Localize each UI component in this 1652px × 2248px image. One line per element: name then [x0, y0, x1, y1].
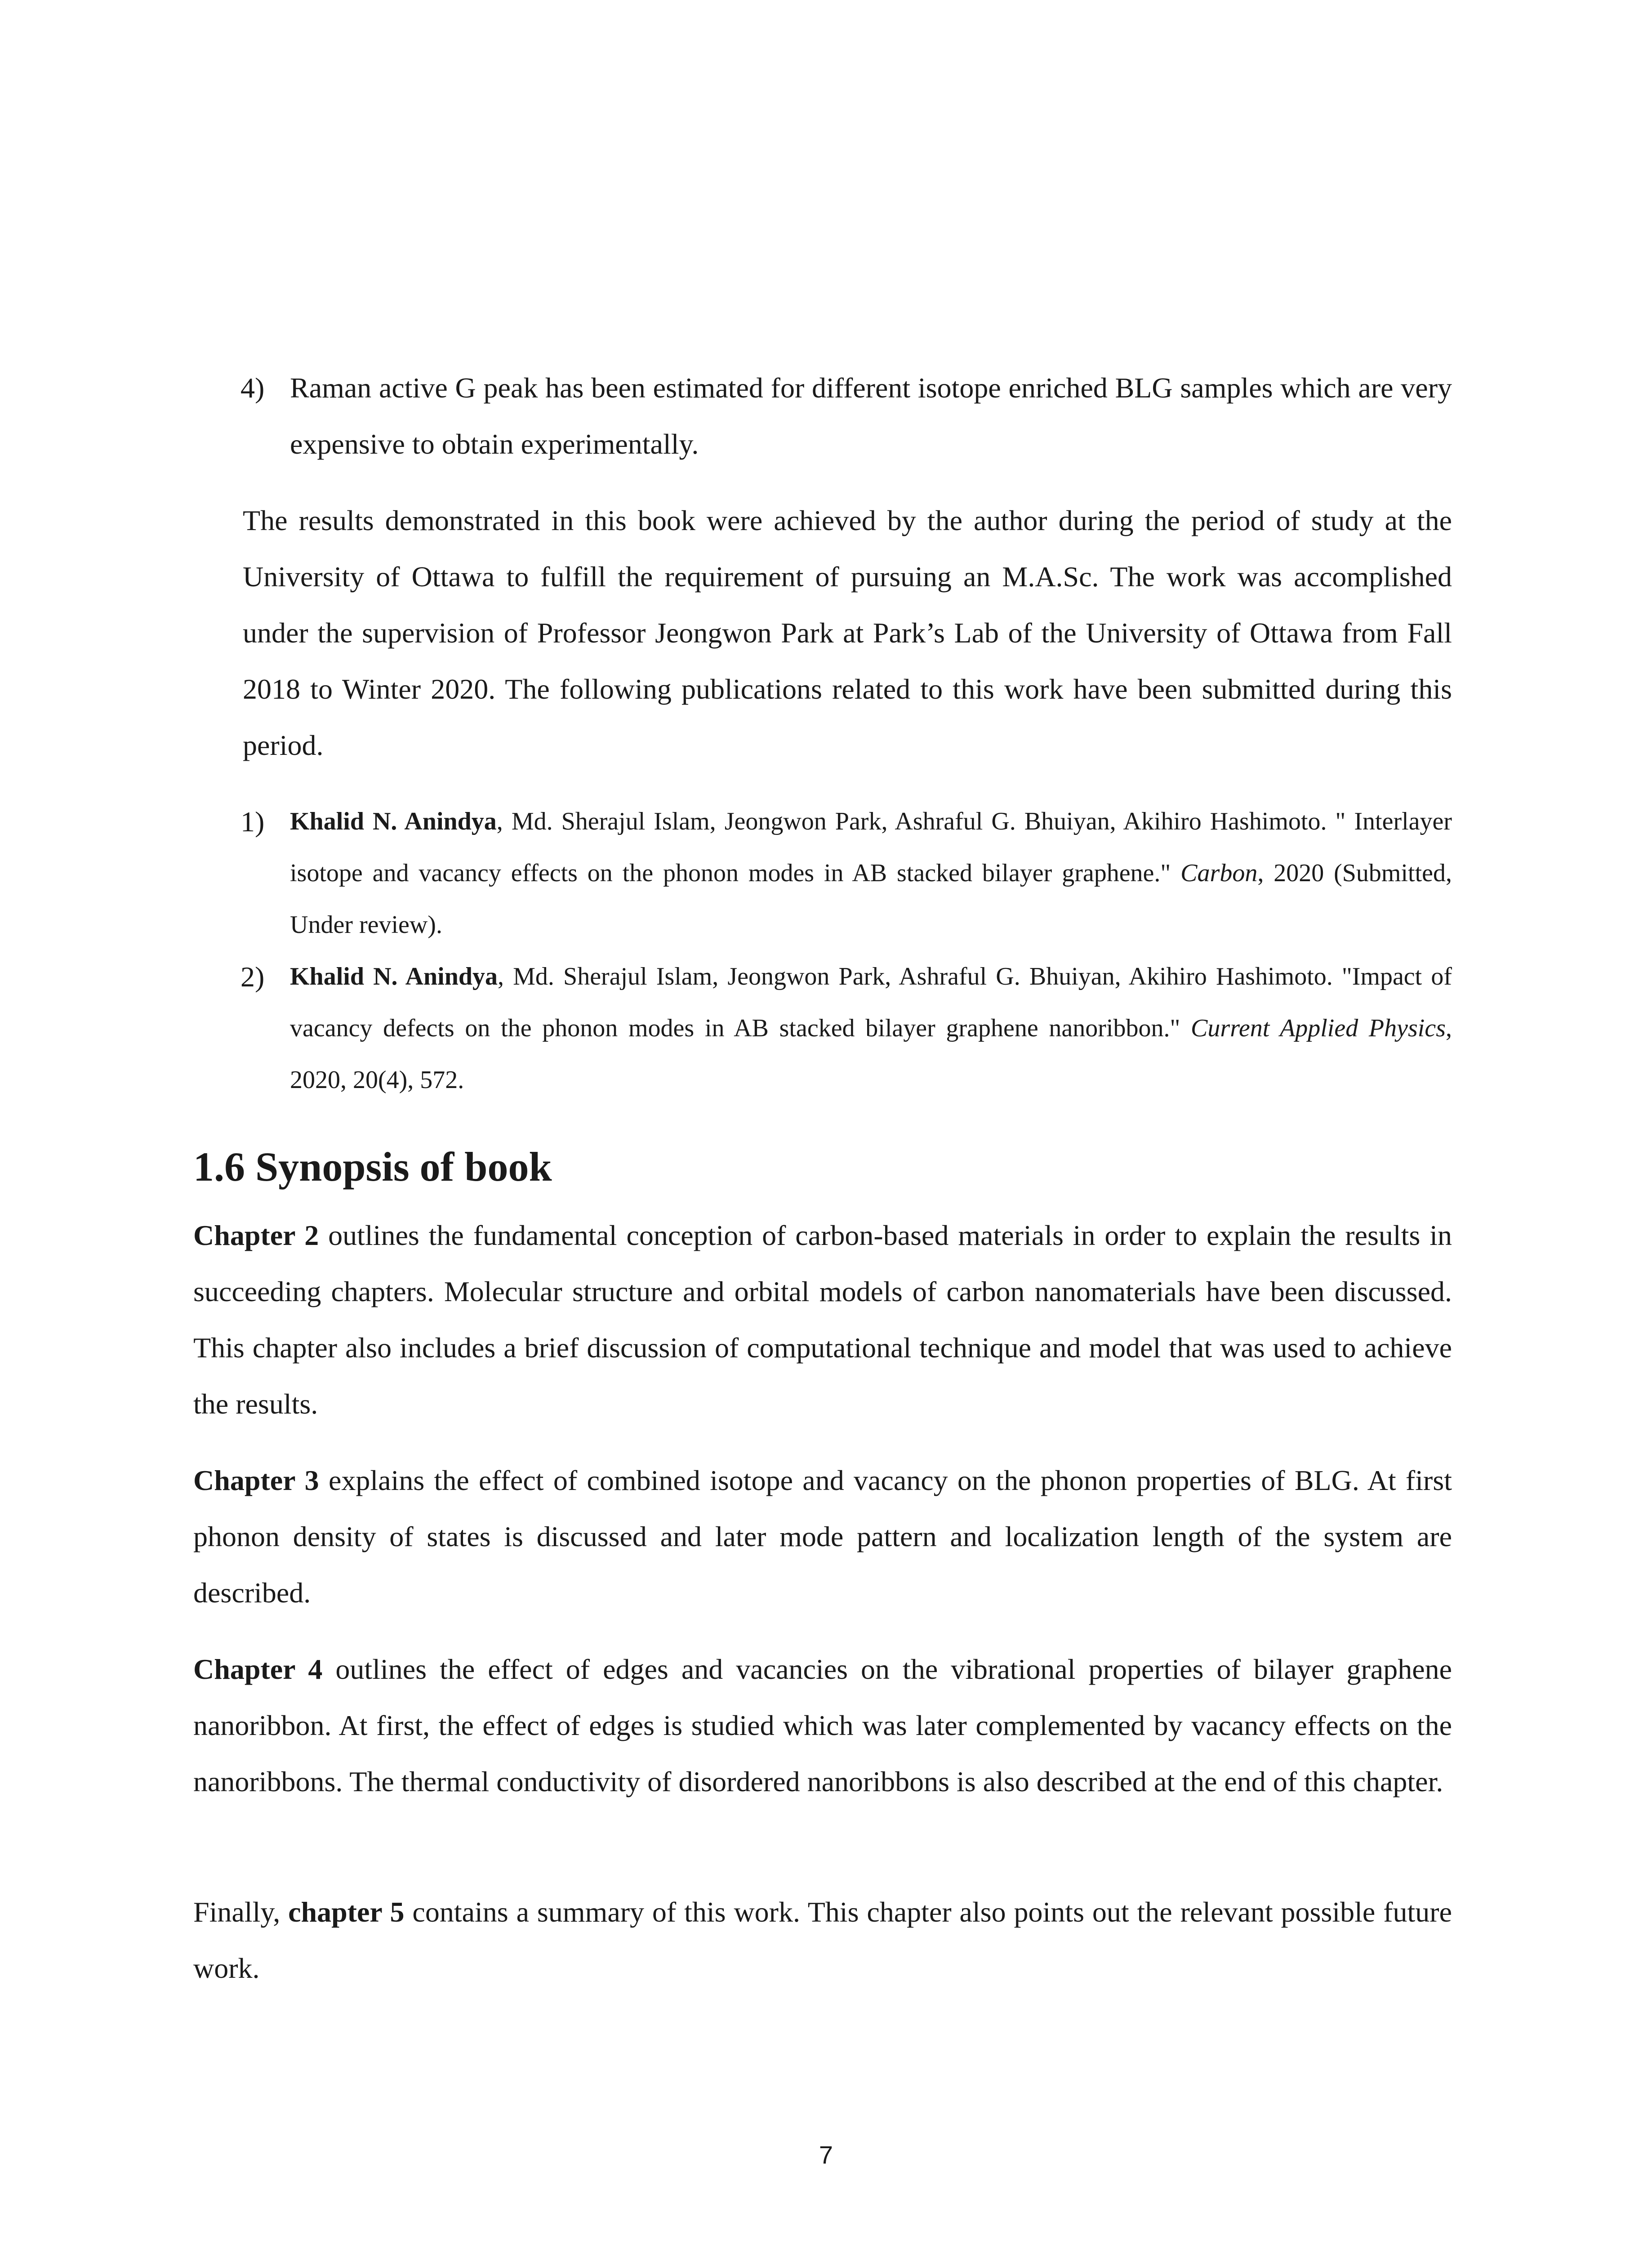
list-item [240, 360, 1452, 472]
chapter-text: outlines the fundamental conception of carbon-based materials in order to explain the results in succeeding chapters. Molecular structure and orbital models of carbon nanomaterials have been discussed. This chapter also includes a brief discussion of computational technique and model that was used to achieve the results. [193, 1219, 1452, 1420]
chapter-bold: Chapter 2 [193, 1219, 319, 1251]
publication-authors-rest: , Md. Sherajul Islam, Jeongwon Park, Ashraful G. Bhuiyan, Akihiro Hashimoto. "Impact of vacancy defects on the phonon modes in AB stacked bilayer graphene nanoribbon." [290, 963, 1452, 1042]
publication-item [240, 951, 1452, 1106]
section-heading: 1.6 Synopsis of book [193, 1144, 552, 1190]
publication-authors-rest: , Md. Sherajul Islam, Jeongwon Park, Ashraful G. Bhuiyan, Akihiro Hashimoto. " Interlayer isotope and vacancy effects on the phonon modes in AB stacked bilayer graphene." [290, 807, 1452, 887]
chapter-bold: Chapter 3 [193, 1464, 319, 1496]
chapter-text: explains the effect of combined isotope and vacancy on the phonon properties of BLG. At first phonon density of states is discussed and later mode pattern and localization length of the system are described. [193, 1464, 1452, 1609]
chapter-paragraph [193, 1452, 1452, 1621]
publication-journal: Carbon [1180, 859, 1258, 887]
intro-paragraph: The results demonstrated in this book were achieved by the author during the period of study at the University of Ottawa to fulfill the requirement of pursuing an M.A.Sc. The work was accomplished under the supervision of Professor Jeongwon Park at Park’s Lab of the University of Ottawa from Fall 2018 to Winter 2020. The following publications related to this work have been submitted during this period. [243, 504, 1452, 761]
chapter-paragraph [193, 1207, 1452, 1432]
chapter-text: outlines the effect of edges and vacancies on the vibrational properties of bilayer graphene nanoribbon. At first, the effect of edges is studied which was later complemented by vacancy effects on the nanoribbons. The thermal conductivity of disordered nanoribbons is also described at the end of this chapter. [193, 1653, 1452, 1798]
chapter-lead: Finally, [193, 1896, 289, 1928]
publication-journal: Current Applied Physics [1191, 1014, 1446, 1042]
chapter-text: contains a summary of this work. This chapter also points out the relevant possible future work. [193, 1896, 1452, 1984]
chapter-bold: chapter 5 [288, 1896, 405, 1928]
publication-author-bold: Khalid N. Anindya [290, 963, 498, 990]
publication-author-bold: Khalid N. Anindya [290, 807, 497, 835]
page-number: 7 [819, 2141, 833, 2169]
publication-number: 1) [240, 806, 265, 838]
publication-citation [290, 796, 1452, 951]
publication-details: , 2020 (Submitted, Under review). [290, 859, 1452, 939]
chapter-paragraph [193, 1884, 1452, 1996]
list-item-text: Raman active G peak has been estimated for different isotope enriched BLG samples which are very expensive to obtain experimentally. [290, 372, 1452, 460]
list-item-number: 4) [240, 372, 265, 404]
publication-details: , 2020, 20(4), 572. [290, 1014, 1452, 1094]
publication-item [240, 796, 1452, 951]
publication-number: 2) [240, 961, 265, 993]
chapter-bold: Chapter 4 [193, 1653, 323, 1685]
chapter-paragraph [193, 1641, 1452, 1810]
publication-citation [290, 951, 1452, 1106]
